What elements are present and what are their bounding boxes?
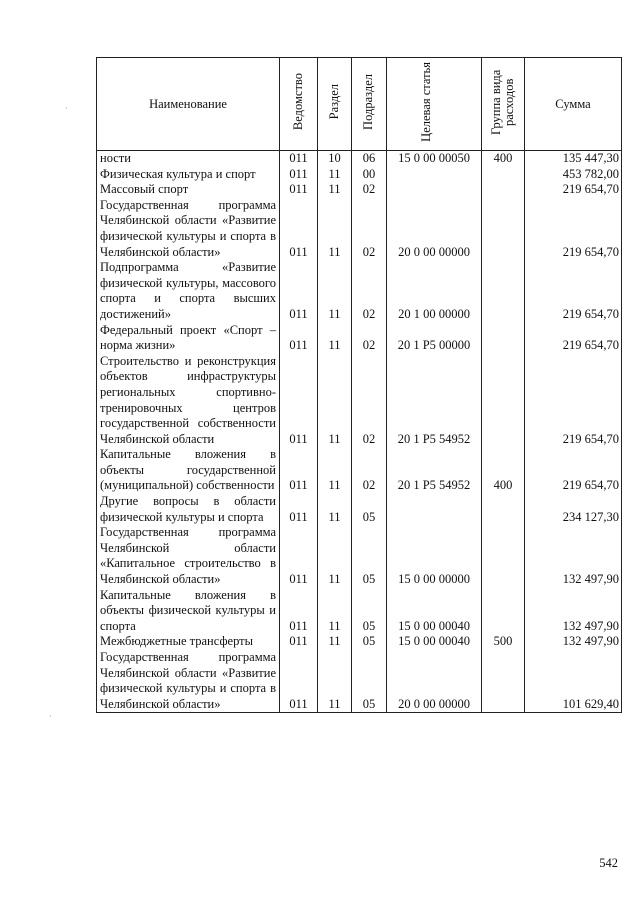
cell-amount: 219 654,70 <box>525 260 622 322</box>
cell-department: 011 <box>280 650 318 713</box>
cell-target-article: 15 0 00 00040 <box>387 588 482 635</box>
cell-target-article: 15 0 00 00040 <box>387 634 482 650</box>
header-name: Наименование <box>97 58 280 151</box>
cell-amount: 135 447,30 <box>525 151 622 167</box>
cell-amount: 219 654,70 <box>525 447 622 494</box>
cell-expense-type-group <box>482 588 525 635</box>
cell-name: Федеральный проект «Спорт – норма жизни» <box>97 323 280 354</box>
cell-section: 11 <box>318 182 352 198</box>
cell-department: 011 <box>280 634 318 650</box>
cell-amount: 132 497,90 <box>525 588 622 635</box>
cell-name: Межбюджетные трансферты <box>97 634 280 650</box>
cell-expense-type-group <box>482 167 525 183</box>
cell-subsection: 05 <box>352 525 387 587</box>
table-row <box>97 650 622 713</box>
cell-department: 011 <box>280 354 318 448</box>
cell-expense-type-group <box>482 525 525 587</box>
cell-expense-type-group: 500 <box>482 634 525 650</box>
cell-department: 011 <box>280 182 318 198</box>
header-expense-type-group: Группа вида расходов <box>482 58 525 151</box>
cell-subsection: 02 <box>352 447 387 494</box>
budget-table <box>96 57 622 713</box>
cell-subsection: 00 <box>352 167 387 183</box>
cell-section: 11 <box>318 525 352 587</box>
cell-department: 011 <box>280 260 318 322</box>
cell-subsection: 02 <box>352 260 387 322</box>
table-row <box>97 494 622 525</box>
header-target-article: Целевая статья <box>387 58 482 151</box>
cell-target-article: 15 0 00 00050 <box>387 151 482 167</box>
cell-target-article: 20 1 P5 00000 <box>387 323 482 354</box>
cell-name: Строительство и реконструкция объектов инфраструктуры региональных спортивно-тренировочных центров государственной собственности Челябинской области <box>97 354 280 448</box>
cell-amount: 219 654,70 <box>525 354 622 448</box>
cell-name: ности <box>97 151 280 167</box>
cell-target-article: 20 1 00 00000 <box>387 260 482 322</box>
cell-subsection: 05 <box>352 634 387 650</box>
cell-section: 11 <box>318 650 352 713</box>
cell-subsection: 02 <box>352 198 387 260</box>
table-row <box>97 182 622 198</box>
cell-target-article <box>387 494 482 525</box>
cell-target-article: 15 0 00 00000 <box>387 525 482 587</box>
cell-amount: 219 654,70 <box>525 323 622 354</box>
cell-section: 11 <box>318 354 352 448</box>
cell-subsection: 02 <box>352 354 387 448</box>
cell-name: Государственная программа Челябинской области «Развитие физической культуры и спорта в Челябинской области» <box>97 198 280 260</box>
cell-expense-type-group <box>482 198 525 260</box>
cell-subsection: 05 <box>352 494 387 525</box>
header-department: Ведомство <box>280 58 318 151</box>
table-row <box>97 588 622 635</box>
cell-subsection: 05 <box>352 588 387 635</box>
cell-section: 11 <box>318 323 352 354</box>
cell-section: 10 <box>318 151 352 167</box>
cell-name: Массовый спорт <box>97 182 280 198</box>
cell-target-article <box>387 182 482 198</box>
cell-subsection: 06 <box>352 151 387 167</box>
cell-target-article: 20 0 00 00000 <box>387 650 482 713</box>
cell-amount: 101 629,40 <box>525 650 622 713</box>
cell-amount: 234 127,30 <box>525 494 622 525</box>
cell-amount: 219 654,70 <box>525 198 622 260</box>
cell-name: Другие вопросы в области физической культуры и спорта <box>97 494 280 525</box>
header-section: Раздел <box>318 58 352 151</box>
table-header-row <box>97 58 622 151</box>
table-row <box>97 447 622 494</box>
cell-target-article <box>387 167 482 183</box>
header-subsection: Подраздел <box>352 58 387 151</box>
cell-department: 011 <box>280 525 318 587</box>
cell-section: 11 <box>318 588 352 635</box>
cell-department: 011 <box>280 494 318 525</box>
cell-subsection: 02 <box>352 323 387 354</box>
cell-name: Подпрограмма «Развитие физической культуры, массового спорта и спорта высших достижений» <box>97 260 280 322</box>
table-row <box>97 260 622 322</box>
cell-subsection: 05 <box>352 650 387 713</box>
cell-department: 011 <box>280 167 318 183</box>
cell-expense-type-group: 400 <box>482 151 525 167</box>
table-row <box>97 354 622 448</box>
cell-amount: 219 654,70 <box>525 182 622 198</box>
cell-name: Капитальные вложения в объекты физической культуры и спорта <box>97 588 280 635</box>
page-number: 542 <box>599 856 618 870</box>
cell-section: 11 <box>318 494 352 525</box>
cell-name: Государственная программа Челябинской области «Развитие физической культуры и спорта в Челябинской области» <box>97 650 280 713</box>
table-row <box>97 198 622 260</box>
cell-expense-type-group: 400 <box>482 447 525 494</box>
cell-name: Капитальные вложения в объекты государственной (муниципальной) собственности <box>97 447 280 494</box>
cell-department: 011 <box>280 151 318 167</box>
cell-amount: 453 782,00 <box>525 167 622 183</box>
cell-section: 11 <box>318 198 352 260</box>
table-row <box>97 525 622 587</box>
header-amount: Сумма <box>525 58 622 151</box>
cell-name: Государственная программа Челябинской области «Капитальное строительство в Челябинской области» <box>97 525 280 587</box>
margin-mark: · <box>49 712 52 721</box>
cell-expense-type-group <box>482 494 525 525</box>
margin-mark: · <box>65 104 68 113</box>
table-row <box>97 634 622 650</box>
cell-expense-type-group <box>482 323 525 354</box>
cell-expense-type-group <box>482 650 525 713</box>
cell-expense-type-group <box>482 354 525 448</box>
cell-expense-type-group <box>482 182 525 198</box>
cell-section: 11 <box>318 167 352 183</box>
cell-department: 011 <box>280 588 318 635</box>
cell-section: 11 <box>318 260 352 322</box>
cell-expense-type-group <box>482 260 525 322</box>
table-row <box>97 151 622 167</box>
cell-department: 011 <box>280 447 318 494</box>
cell-subsection: 02 <box>352 182 387 198</box>
cell-target-article: 20 1 P5 54952 <box>387 447 482 494</box>
cell-section: 11 <box>318 634 352 650</box>
cell-section: 11 <box>318 447 352 494</box>
cell-amount: 132 497,90 <box>525 525 622 587</box>
cell-department: 011 <box>280 198 318 260</box>
cell-amount: 132 497,90 <box>525 634 622 650</box>
cell-name: Физическая культура и спорт <box>97 167 280 183</box>
table-row <box>97 323 622 354</box>
table-row <box>97 167 622 183</box>
cell-department: 011 <box>280 323 318 354</box>
cell-target-article: 20 1 P5 54952 <box>387 354 482 448</box>
cell-target-article: 20 0 00 00000 <box>387 198 482 260</box>
